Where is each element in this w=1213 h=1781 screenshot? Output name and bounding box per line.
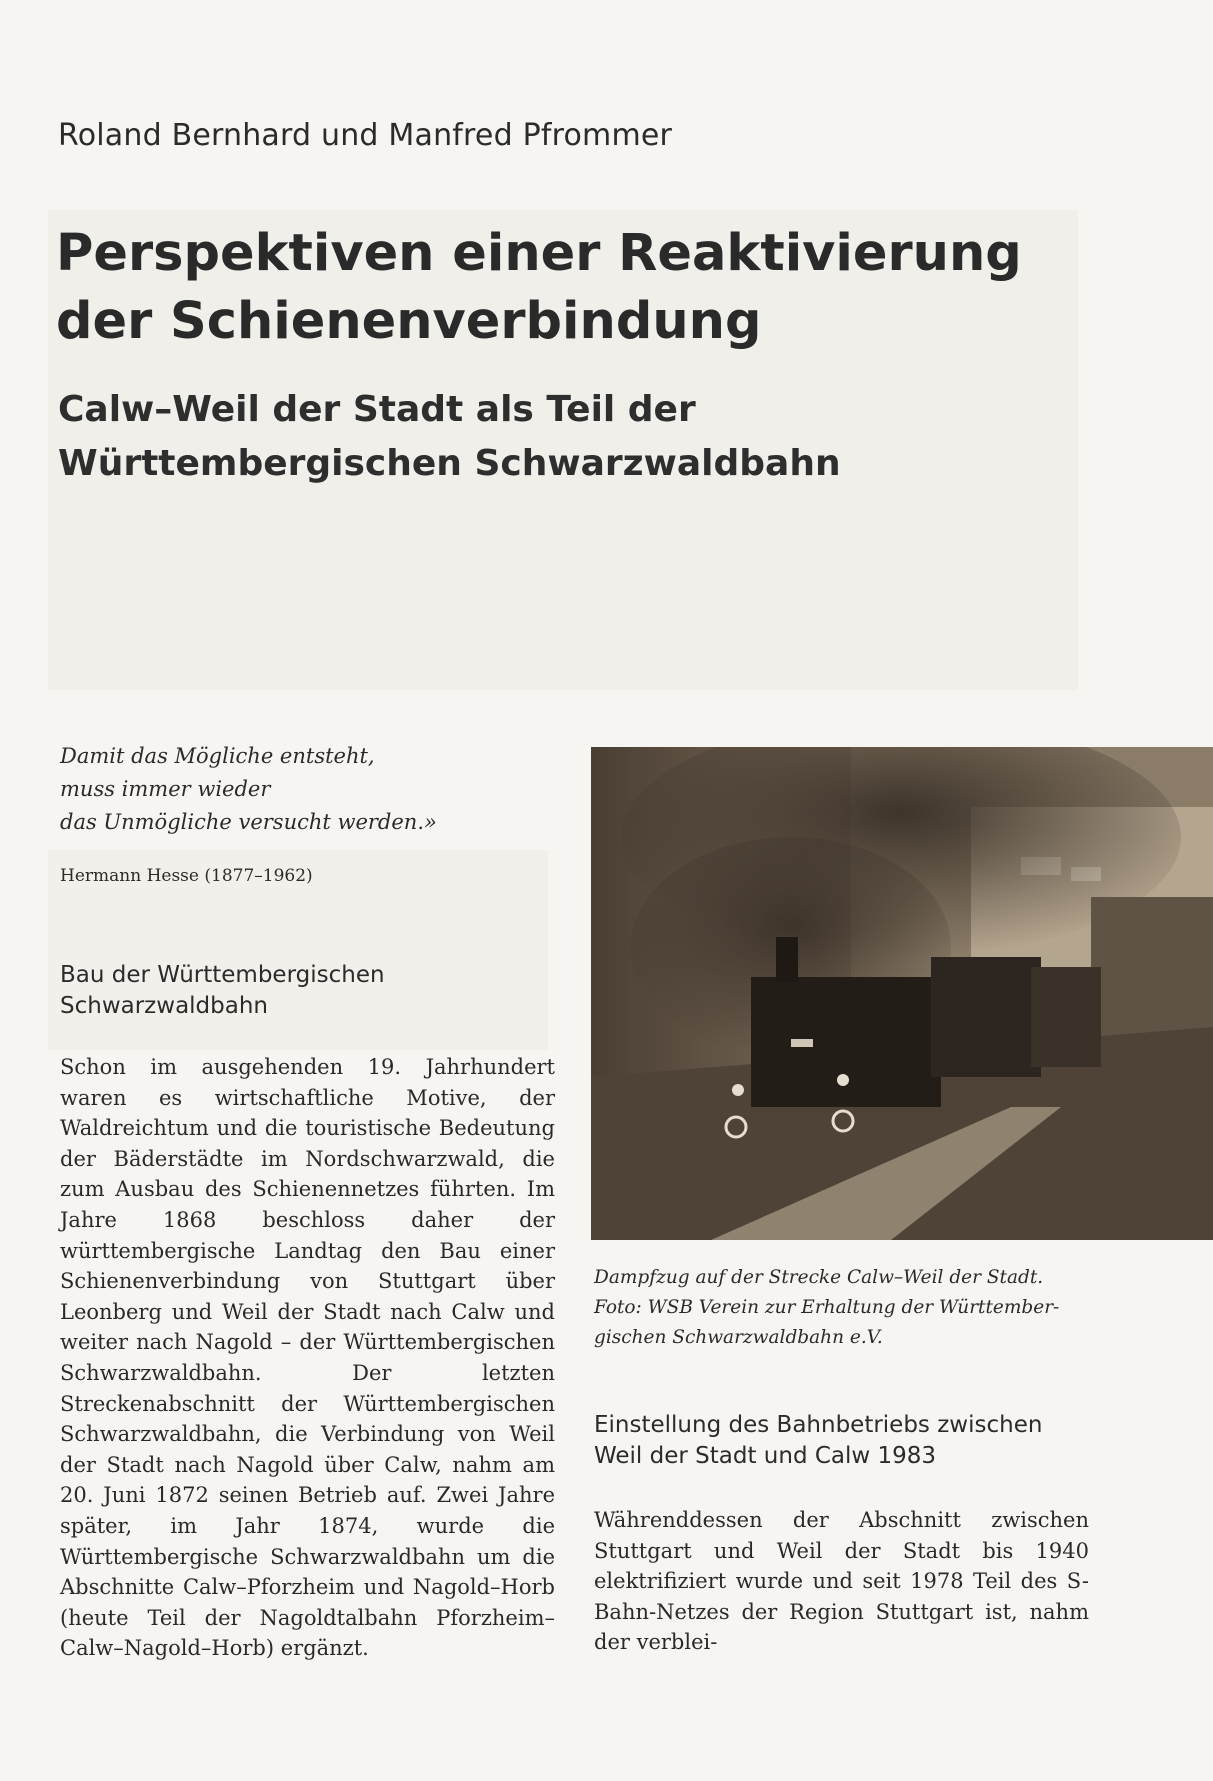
heading-line: Bau der Württembergischen	[60, 962, 385, 988]
article-subtitle	[58, 383, 1058, 491]
quote-author: Hermann Hesse (1877–1962)	[60, 866, 313, 886]
quote-line: das Unmögliche versucht werden.»	[60, 810, 437, 834]
steam-train-photo	[591, 747, 1213, 1240]
subtitle-line: Württembergischen Schwarzwaldbahn	[58, 443, 841, 484]
steam-train-illustration	[591, 747, 1213, 1240]
title-line: Perspektiven einer Reaktivierung	[56, 224, 1022, 283]
caption-line: gischen Schwarzwaldbahn e.V.	[594, 1327, 883, 1348]
subtitle-line: Calw–Weil der Stadt als Teil der	[58, 389, 696, 430]
heading-line: Einstellung des Bahnbetriebs zwischen	[594, 1412, 1043, 1438]
caption-line: Foto: WSB Verein zur Erhaltung der Württember-	[594, 1297, 1060, 1318]
quote-line: Damit das Mögliche entsteht,	[60, 744, 375, 768]
section-heading-construction	[60, 960, 560, 1022]
body-text-column-left: Schon im ausgehenden 19. Jahrhundert waren es wirtschaftliche Motive, der Waldreichtum und die touristische Bedeutung der Bäderstädte im Nordschwarzwald, die zum Ausbau des Schienennetzes führten. Im Jahre 1868 beschloss daher der württembergische Landtag den Bau einer Schienenverbindung von Stuttgart über Leonberg und Weil der Stadt nach Calw und weiter nach Nagold – der Württembergischen Schwarzwaldbahn. Der letzten Streckenabschnitt der Württembergischen Schwarzwaldbahn, die Verbindung von Weil der Stadt nach Nagold über Calw, nahm am 20. Juni 1872 seinen Betrieb auf. Zwei Jahre später, im Jahr 1874, wurde die Württembergische Schwarzwaldbahn um die Abschnitte Calw–Pforzheim und Nagold–Horb (heute Teil der Nagoldtalbahn Pforzheim–Calw–Nagold–Horb) ergänzt.	[60, 1055, 555, 1661]
heading-line: Weil der Stadt und Calw 1983	[594, 1443, 937, 1469]
title-line: der Schienenverbindung	[56, 292, 762, 351]
section-heading-closure	[594, 1410, 1094, 1472]
epigraph-quote	[60, 740, 560, 839]
heading-line: Schwarzwaldbahn	[60, 993, 268, 1019]
photo-caption	[594, 1263, 1114, 1353]
authors: Roland Bernhard und Manfred Pfrommer	[58, 118, 673, 153]
article-title	[56, 220, 1056, 356]
body-text-column-right: Währenddessen der Abschnitt zwischen Stuttgart und Weil der Stadt bis 1940 elektrifiziert wurde und seit 1978 Teil des S-Bahn-Netzes der Region Stuttgart ist, nahm der verblei-	[594, 1508, 1089, 1655]
caption-line: Dampfzug auf der Strecke Calw–Weil der Stadt.	[594, 1267, 1044, 1288]
quote-line: muss immer wieder	[60, 777, 271, 801]
